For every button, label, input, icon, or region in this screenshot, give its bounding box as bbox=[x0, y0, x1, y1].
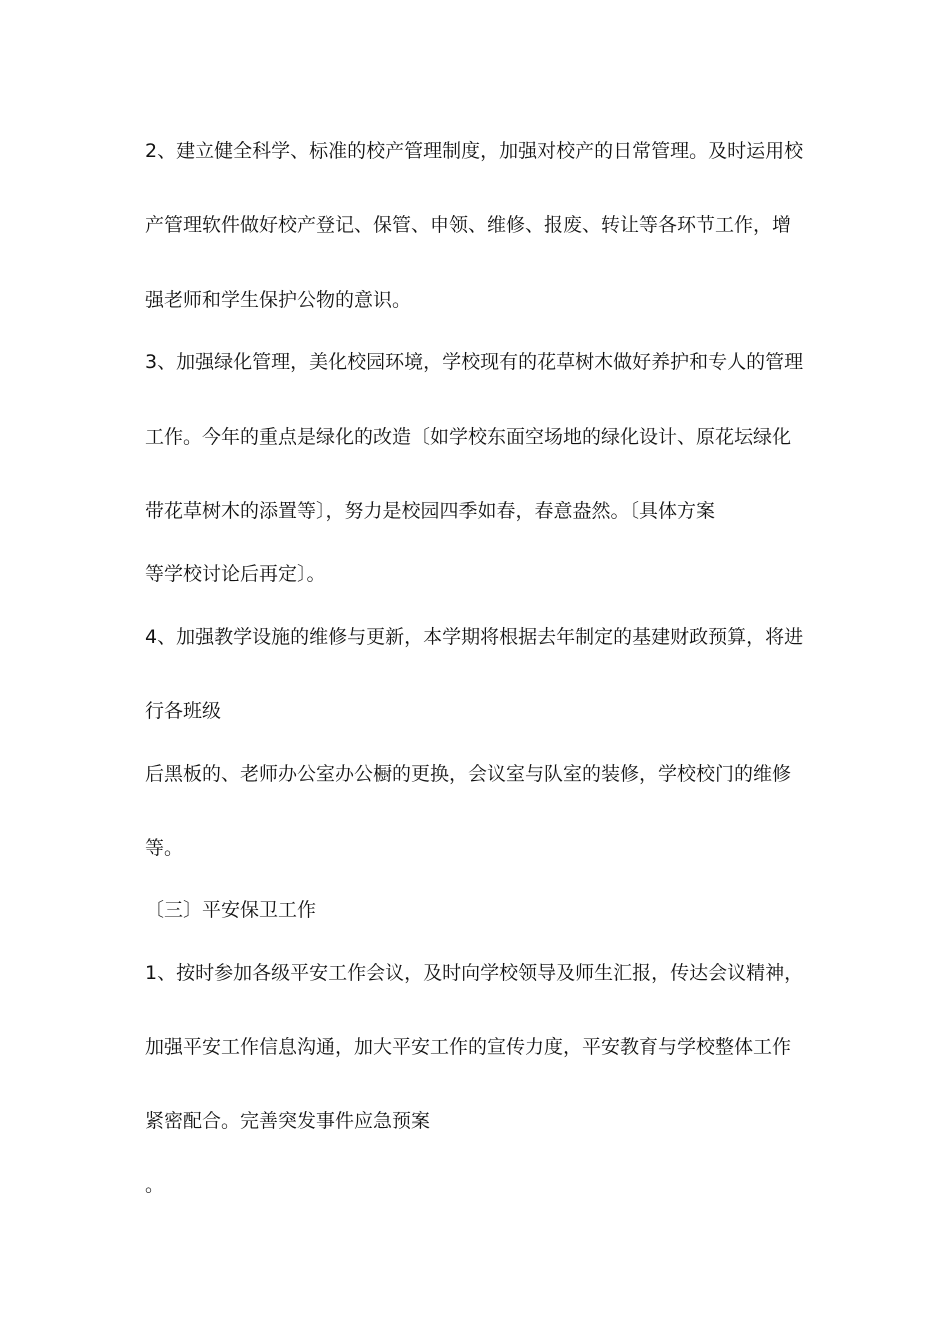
paragraph-3-line-4: 等学校讨论后再定〕。 bbox=[145, 563, 326, 585]
paragraph-2-line-1: 2、建立健全科学、标准的校产管理制度，加强对校产的日常管理。及时运用校 bbox=[145, 140, 804, 162]
paragraph-4-line-3: 后黑板的、老师办公室办公橱的更换，会议室与队室的装修，学校校门的维修 bbox=[145, 763, 792, 785]
paragraph-2-line-3: 强老师和学生保护公物的意识。 bbox=[145, 289, 412, 311]
paragraph-3-line-3: 带花草树木的添置等〕，努力是校园四季如春，春意盎然。〔具体方案 bbox=[145, 500, 716, 522]
paragraph-1-line-2: 加强平安工作信息沟通，加大平安工作的宣传力度，平安教育与学校整体工作 bbox=[145, 1036, 792, 1058]
paragraph-1-line-4: 。 bbox=[145, 1174, 165, 1196]
paragraph-4-line-2: 行各班级 bbox=[145, 700, 222, 722]
paragraph-2-line-2: 产管理软件做好校产登记、保管、申领、维修、报废、转让等各环节工作，增 bbox=[145, 214, 792, 236]
paragraph-1-line-3: 紧密配合。完善突发事件应急预案 bbox=[145, 1110, 431, 1132]
paragraph-3-line-2: 工作。今年的重点是绿化的改造〔如学校东面空场地的绿化设计、原花坛绿化 bbox=[145, 426, 792, 448]
paragraph-4-line-1: 4、加强教学设施的维修与更新，本学期将根据去年制定的基建财政预算，将进 bbox=[145, 626, 804, 648]
paragraph-3-line-1: 3、加强绿化管理，美化校园环境，学校现有的花草树木做好养护和专人的管理 bbox=[145, 351, 804, 373]
paragraph-4-line-4: 等。 bbox=[145, 837, 184, 859]
section-heading: 〔三〕平安保卫工作 bbox=[145, 899, 317, 921]
paragraph-1-line-1: 1、按时参加各级平安工作会议，及时向学校领导及师生汇报，传达会议精神， bbox=[145, 962, 804, 984]
